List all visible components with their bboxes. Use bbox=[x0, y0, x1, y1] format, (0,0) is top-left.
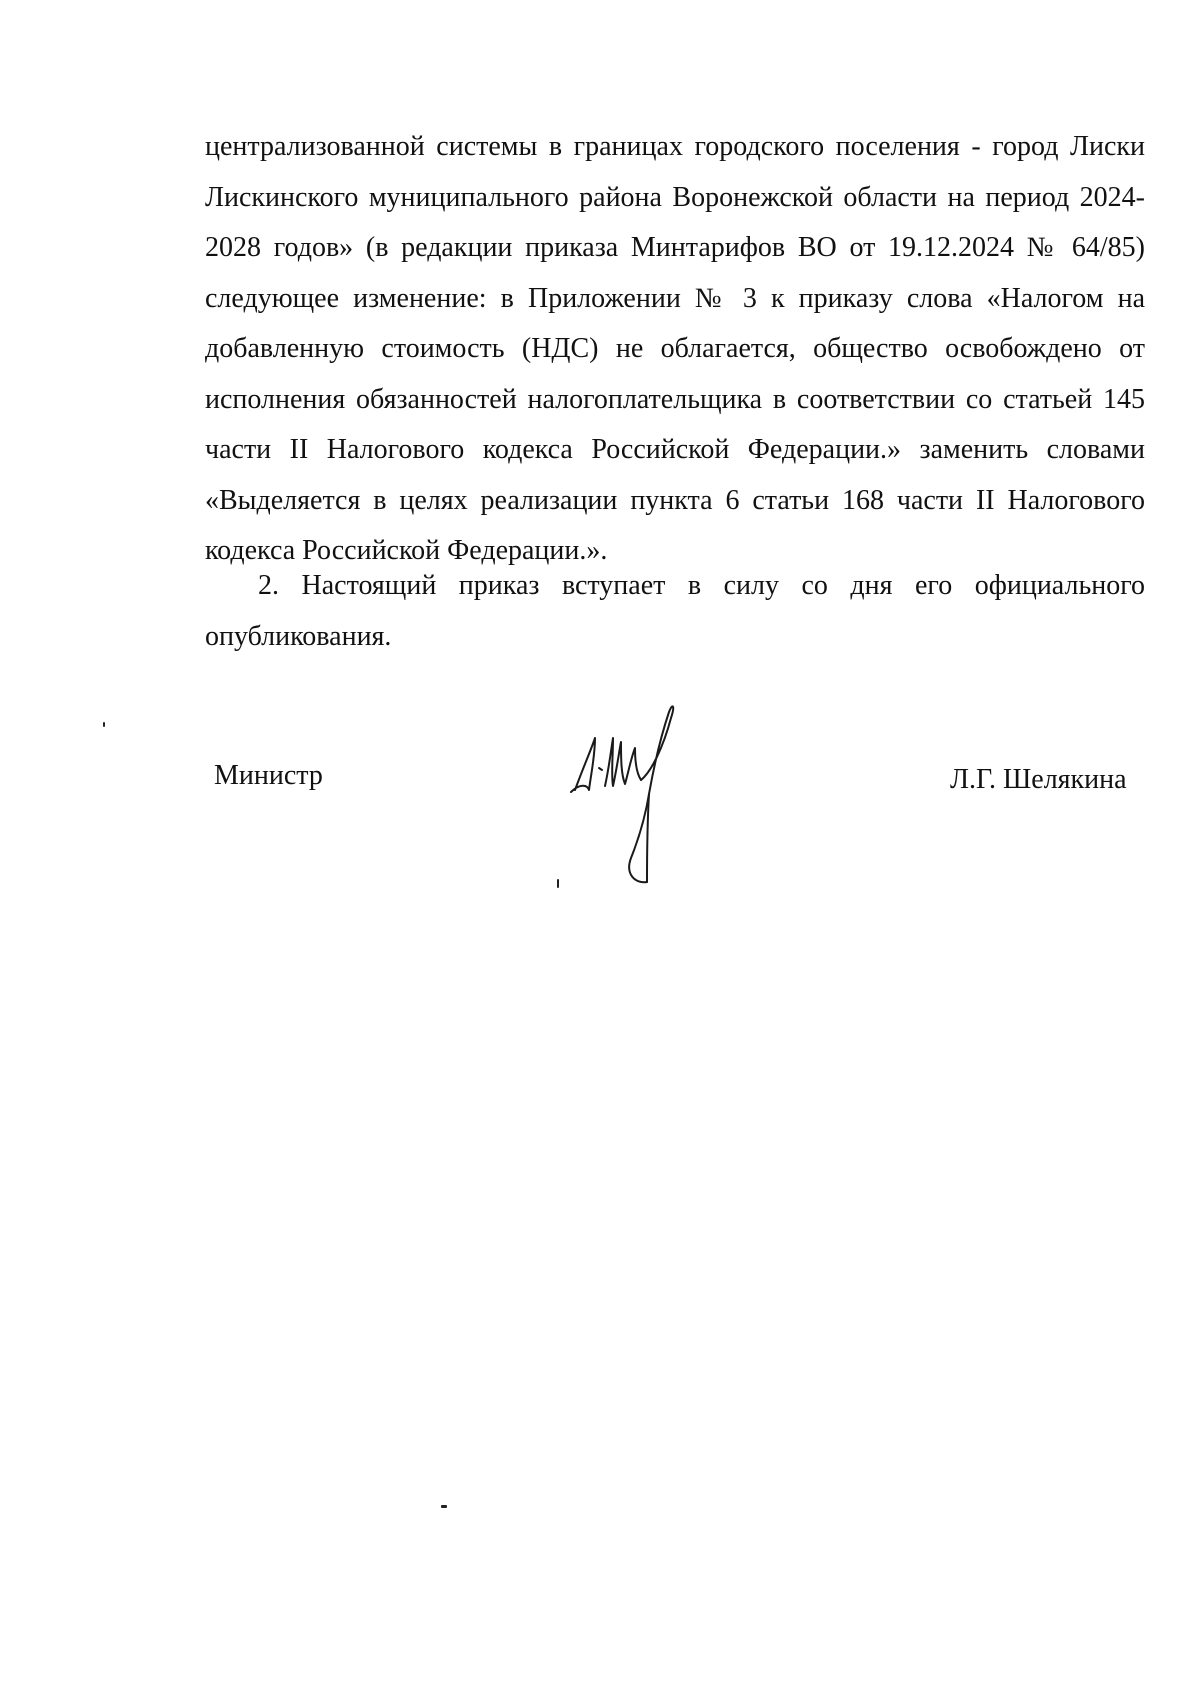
signature-block bbox=[0, 740, 1200, 910]
paragraph-amendment: централизованной системы в границах городского поселения - город Лиски Лискинского муниципального района Воронежской области на период 2024-2028 годов» (в редакции приказа Минтарифов ВО от 19.12.2024 № 64/85) следующее изменение: в Приложении № 3 к приказу слова «Налогом на добавленную стоимость (НДС) не облагается, общество освобождено от исполнения обязанностей налогоплательщика в соответствии со статьей 145 части II Налогового кодекса Российской Федерации.» заменить словами «Выделяется в целях реализации пункта 6 статьи 168 части II Налогового кодекса Российской Федерации.». bbox=[205, 131, 1145, 566]
signer-name: Л.Г. Шелякина bbox=[950, 764, 1127, 795]
position-title: Министр bbox=[214, 760, 323, 791]
handwritten-signature-icon bbox=[555, 698, 705, 898]
scan-speck bbox=[557, 879, 559, 888]
scan-speck bbox=[103, 722, 105, 727]
paragraph-effective-date: 2. Настоящий приказ вступает в силу со дня его официального опубликования. bbox=[205, 570, 1145, 652]
scan-speck bbox=[441, 1505, 447, 1508]
